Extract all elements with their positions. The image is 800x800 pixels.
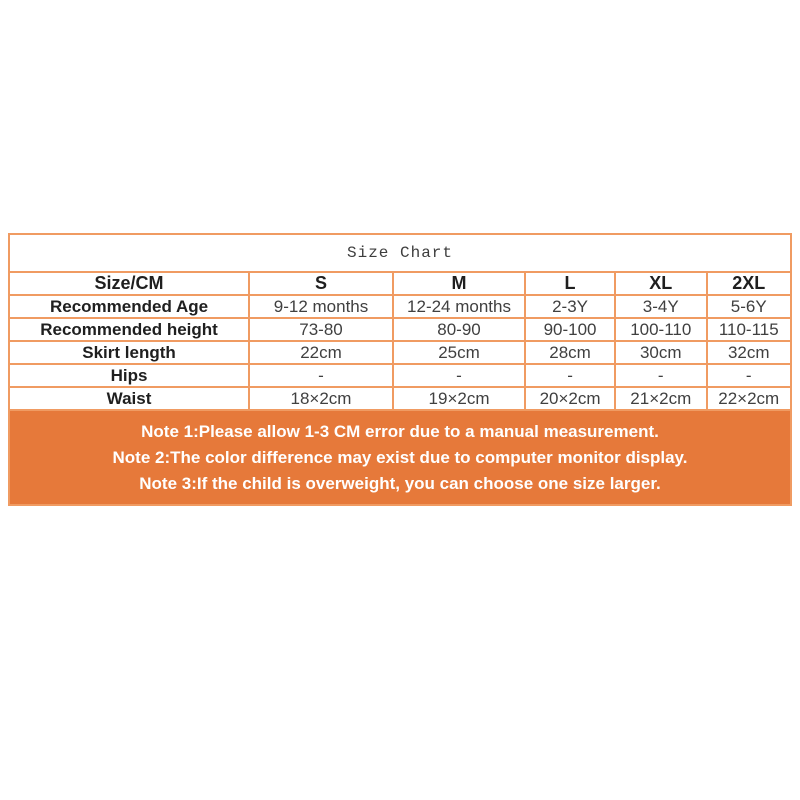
size-value-cell: 25cm bbox=[393, 341, 525, 364]
size-value-cell: 21×2cm bbox=[615, 387, 706, 410]
row-label: Recommended Age bbox=[9, 295, 249, 318]
column-header-l: L bbox=[525, 272, 615, 295]
column-header-s: S bbox=[249, 272, 393, 295]
table-row bbox=[9, 341, 791, 364]
size-value-cell: - bbox=[249, 364, 393, 387]
size-value-cell: 19×2cm bbox=[393, 387, 525, 410]
note-line: Note 2:The color difference may exist due to computer monitor display. bbox=[112, 447, 688, 467]
row-label: Skirt length bbox=[9, 341, 249, 364]
table-title-row bbox=[9, 234, 791, 272]
size-value-cell: 3-4Y bbox=[615, 295, 706, 318]
table-header-row bbox=[9, 272, 791, 295]
column-header-2xl: 2XL bbox=[707, 272, 792, 295]
size-value-cell: 90-100 bbox=[525, 318, 615, 341]
note-line: Note 1:Please allow 1-3 CM error due to a manual measurement. bbox=[141, 421, 659, 441]
column-header-size-cm: Size/CM bbox=[9, 272, 249, 295]
note-line: Note 3:If the child is overweight, you can choose one size larger. bbox=[139, 473, 661, 493]
size-value-cell: 22×2cm bbox=[707, 387, 792, 410]
size-chart-table bbox=[8, 233, 792, 411]
size-value-cell: 5-6Y bbox=[707, 295, 792, 318]
table-row bbox=[9, 387, 791, 410]
column-header-xl: XL bbox=[615, 272, 706, 295]
size-value-cell: 73-80 bbox=[249, 318, 393, 341]
size-value-cell: 110-115 bbox=[707, 318, 792, 341]
table-title: Size Chart bbox=[9, 234, 791, 272]
size-value-cell: 80-90 bbox=[393, 318, 525, 341]
size-value-cell: 20×2cm bbox=[525, 387, 615, 410]
table-body bbox=[9, 295, 791, 410]
size-value-cell: 12-24 months bbox=[393, 295, 525, 318]
size-value-cell: 2-3Y bbox=[525, 295, 615, 318]
row-label: Hips bbox=[9, 364, 249, 387]
size-value-cell: - bbox=[525, 364, 615, 387]
row-label: Recommended height bbox=[9, 318, 249, 341]
size-value-cell: 32cm bbox=[707, 341, 792, 364]
size-value-cell: 28cm bbox=[525, 341, 615, 364]
table-row bbox=[9, 364, 791, 387]
size-value-cell: 30cm bbox=[615, 341, 706, 364]
size-value-cell: 22cm bbox=[249, 341, 393, 364]
size-value-cell: - bbox=[707, 364, 792, 387]
size-value-cell: 100-110 bbox=[615, 318, 706, 341]
table-row bbox=[9, 318, 791, 341]
size-chart-container bbox=[8, 233, 792, 506]
size-value-cell: - bbox=[615, 364, 706, 387]
table-row bbox=[9, 295, 791, 318]
row-label: Waist bbox=[9, 387, 249, 410]
column-header-m: M bbox=[393, 272, 525, 295]
size-value-cell: 9-12 months bbox=[249, 295, 393, 318]
size-value-cell: 18×2cm bbox=[249, 387, 393, 410]
notes-panel bbox=[8, 411, 792, 506]
size-value-cell: - bbox=[393, 364, 525, 387]
